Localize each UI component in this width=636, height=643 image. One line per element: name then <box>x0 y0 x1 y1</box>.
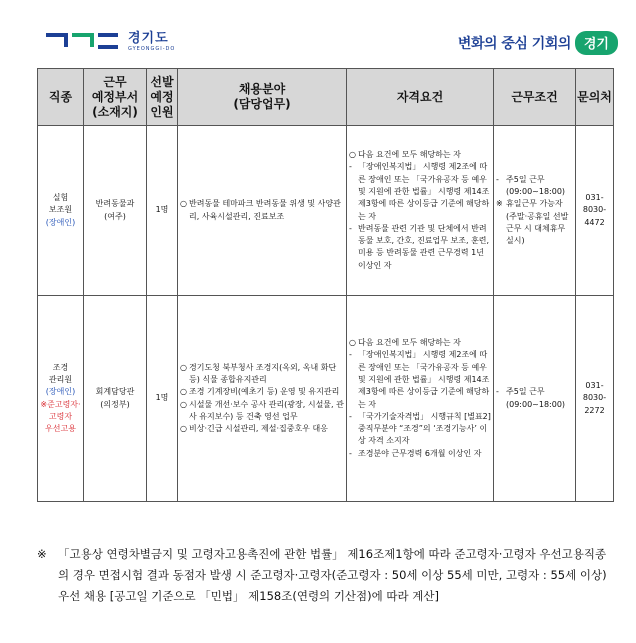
logo-english-text: GYEONGGI-DO <box>128 46 176 52</box>
page-header <box>0 0 636 64</box>
duty-item: ○ 시설물 개선·보수 공사 관리(광장, 시설물, 관사 유지보수) 등 건축 영선 업무 <box>180 399 344 421</box>
qualification-item: - 「장애인복지법」 시행령 제2조에 따른 장애인 또는 「국가유공자 등 예우 및 지원에 관한 법률」 시행령 제14조제3항에 따른 상이등급 기준에 해당하는 자 <box>349 350 490 409</box>
job-cell: 실험 보조원 (장애인) <box>38 126 84 296</box>
duty-item: ○ 조경 기계장비(예초기 등) 운영 및 유지관리 <box>180 387 340 397</box>
logo-korean-text: 경기도 <box>128 31 169 46</box>
header-qualification: 자격요건 <box>347 69 494 126</box>
contact-cell: 031-8030- 4472 <box>576 126 614 296</box>
qualification-item: - 반려동물 관련 기관 및 단체에서 반려동물 보호, 간호, 진료업무 보조, 훈련, 미용 등 반려동물 관련 근무경력 1년 이상인 자 <box>349 223 490 270</box>
duty-item: ○ 반려동물 테마파크 반려동물 위생 및 사양관리, 사육시설관리, 진료보조 <box>180 199 341 221</box>
work-item: - 주5일 근무 (09:00~18:00) <box>496 387 566 409</box>
qualification-item: - 「국가기술자격법」 시행규칙 [별표2] 중직무분야 “조경”의 ‘조경기능사’ 이상 자격 소지자 <box>349 411 491 446</box>
duties-cell <box>178 296 347 502</box>
slogan-badge: 경기 <box>575 31 618 55</box>
qualification-cell <box>347 296 494 502</box>
header-work-conditions: 근무조건 <box>494 69 576 126</box>
count-cell: 1명 <box>147 296 178 502</box>
dept-cell: 반려동물과 (여주) <box>84 126 147 296</box>
footnote-text: 「고용상 연령차별금지 및 고령자고용촉진에 관한 법률」 제16조제1항에 따라 준고령자·고령자 우선고용직종의 경우 면접시험 결과 동점자 발생 시 준고령자·고령자(준고령자 : 50세 이상 55세 미만, 고령자 : 55세 이상) 우선 채용 [공고일 기준으로 「민법」 제158조(연령의 기산점)에 따라 계산] <box>58 547 607 603</box>
table-row <box>38 296 614 502</box>
duty-item: ○ 경기도청 북부청사 조경지(옥외, 옥내 화단 등) 식물 종합유지관리 <box>180 362 337 384</box>
header-contact: 문의처 <box>576 69 614 126</box>
qualification-item: - 「장애인복지법」 시행령 제2조에 따른 장애인 또는 「국가유공자 등 예우 및 지원에 관한 법률」 시행령 제14조제3항에 따른 상이등급 기준에 해당하는 자 <box>349 162 490 221</box>
recruitment-table <box>37 68 614 502</box>
duties-cell <box>178 126 347 296</box>
footnote-marker: ※ <box>37 547 47 561</box>
qualification-item: - 조경분야 근무경력 6개월 이상인 자 <box>349 448 482 458</box>
qualification-item: ○ 다음 요건에 모두 해당하는 자 <box>349 338 461 348</box>
table-header-row <box>38 69 614 126</box>
work-item: ※ 휴일근무 가능자 (주말·공휴일 선발근무 시 대체휴무 실시) <box>496 199 569 246</box>
work-conditions-cell <box>494 126 576 296</box>
dept-cell: 회계담당관 (의정부) <box>84 296 147 502</box>
work-conditions-cell <box>494 296 576 502</box>
gyeonggi-logo <box>44 27 175 57</box>
duty-item: ○ 비상·긴급 시설관리, 제설·집중호우 대응 <box>180 424 328 434</box>
qualification-cell <box>347 126 494 296</box>
header-job: 직종 <box>38 69 84 126</box>
header-field: 채용분야 (담당업무) <box>178 69 347 126</box>
contact-cell: 031-8030- 2272 <box>576 296 614 502</box>
header-count: 선발 예정 인원 <box>147 69 178 126</box>
work-item: - 주5일 근무 (09:00~18:00) <box>496 174 566 196</box>
job-cell: 조경 관리원 (장애인) ※준고령자· 고령자 우선고용 <box>38 296 84 502</box>
slogan-text: 변화의 중심 기회의 <box>457 36 571 52</box>
footnote <box>37 544 617 607</box>
table-row <box>38 126 614 296</box>
slogan <box>458 31 618 55</box>
gyeonggi-logo-icon <box>44 31 122 53</box>
header-dept: 근무 예정부서 (소재지) <box>84 69 147 126</box>
count-cell: 1명 <box>147 126 178 296</box>
qualification-item: ○ 다음 요건에 모두 해당하는 자 <box>349 150 461 160</box>
